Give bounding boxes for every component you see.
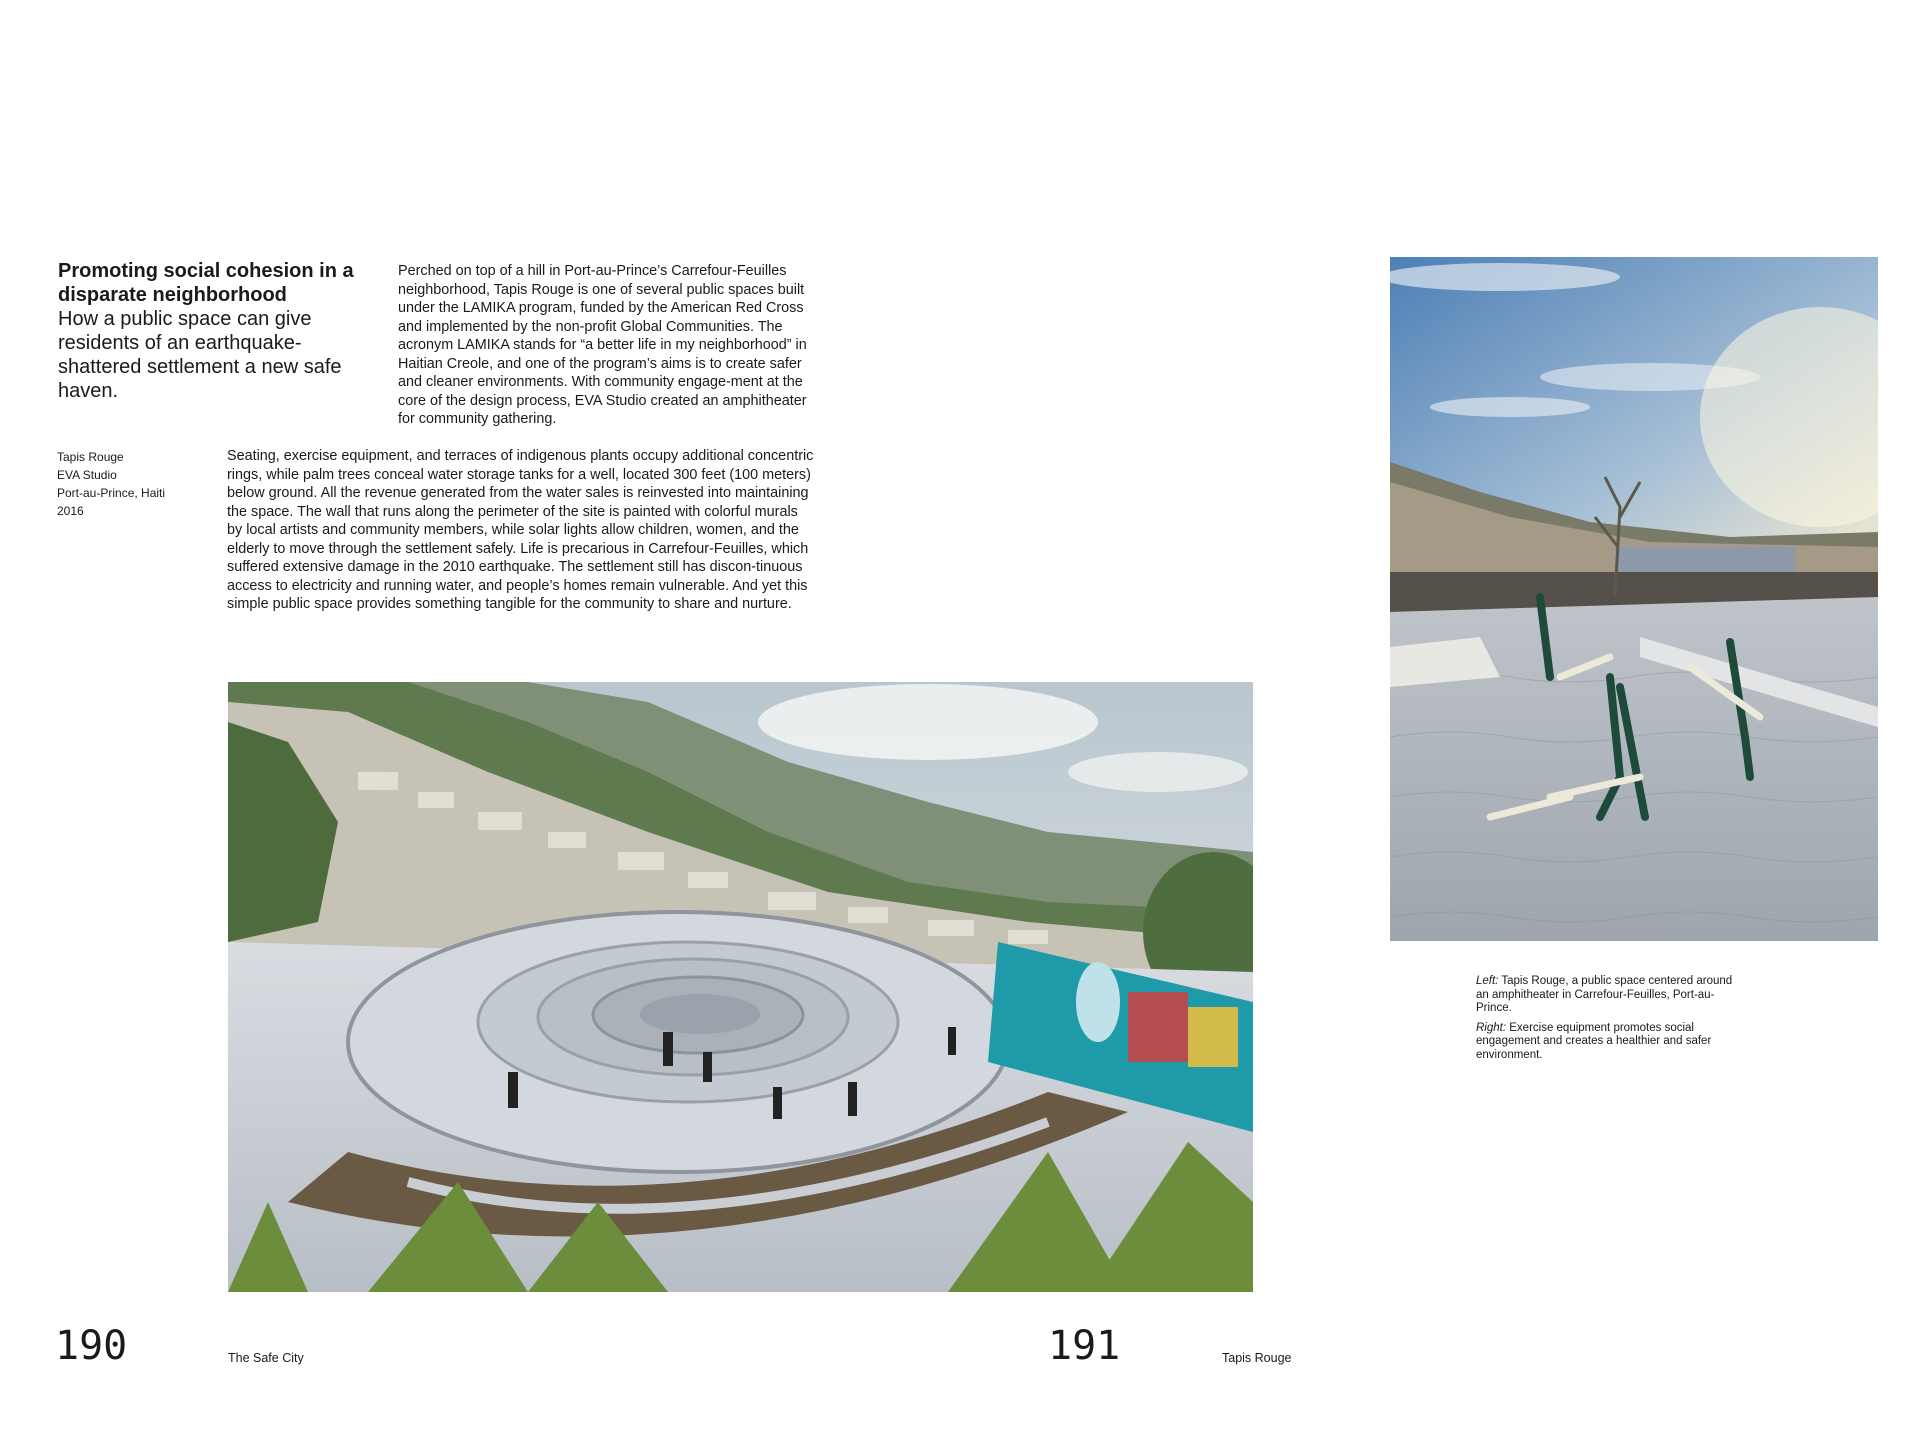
project-name: Tapis Rouge — [57, 450, 124, 464]
photo-captions — [1476, 975, 1736, 1068]
caption-left — [1476, 975, 1736, 1016]
caption-right — [1476, 1022, 1736, 1063]
caption-left-text: Tapis Rouge, a public space centered around an amphitheater in Carrefour-Feuilles, Port-au-Prince. — [1476, 975, 1733, 1014]
page-number-left: 190 — [55, 1323, 128, 1369]
article-title: Promoting social cohesion in a disparate neighborhood — [58, 260, 354, 306]
running-head-right: Tapis Rouge — [1222, 1351, 1292, 1365]
caption-right-text: Exercise equipment promotes social engagement and creates a healthier and safer environment. — [1476, 1021, 1712, 1061]
project-architect: EVA Studio — [57, 468, 117, 482]
caption-right-lead: Right: — [1476, 1021, 1507, 1034]
article-heading — [58, 259, 358, 403]
project-location: Port-au-Prince, Haiti — [57, 486, 166, 500]
body-paragraph-2: Seating, exercise equipment, and terraces of indigenous plants occupy additional concentric rings, while palm trees conceal water storage tanks for a well, located 300 feet (100 meters) below ground. All the revenue generated from the water sales is reinvested into maintaining the space. The wall that runs along the perimeter of the site is painted with colorful murals by local artists and community members, while solar lights allow children, women, and the elderly to move through the settlement safely. Life is precarious in Carrefour-Feuilles, which suffered extensive damage in the 2010 earthquake. The settlement still has discon-tinuous access to electricity and running water, and people’s homes remain vulnerable. And yet this simple public space provides something tangible for the community to share and nurture. — [227, 448, 814, 612]
body-paragraph-1: Perched on top of a hill in Port-au-Prince’s Carrefour-Feuilles neighborhood, Tapis Rouge is one of several public spaces built under the LAMIKA program, funded by the American Red Cross and implemented by the non-profit Global Communities. The acronym LAMIKA stands for “a better life in my neighborhood” in Haitian Creole, and one of the program’s aims is to create safer and cleaner environments. With community engage-ment at the core of the design process, EVA Studio created an amphitheater for community gathering. — [398, 263, 807, 427]
article-subtitle: How a public space can give residents of an earthquake-shattered settlement a new safe haven. — [58, 308, 342, 402]
exercise-equipment-photo — [1390, 257, 1878, 941]
running-head-left: The Safe City — [228, 1351, 304, 1365]
amphitheater-photo — [228, 682, 1253, 1292]
page-number-right: 191 — [1048, 1323, 1121, 1369]
project-year: 2016 — [57, 504, 84, 518]
caption-left-lead: Left: — [1476, 975, 1499, 987]
project-info — [57, 448, 207, 520]
